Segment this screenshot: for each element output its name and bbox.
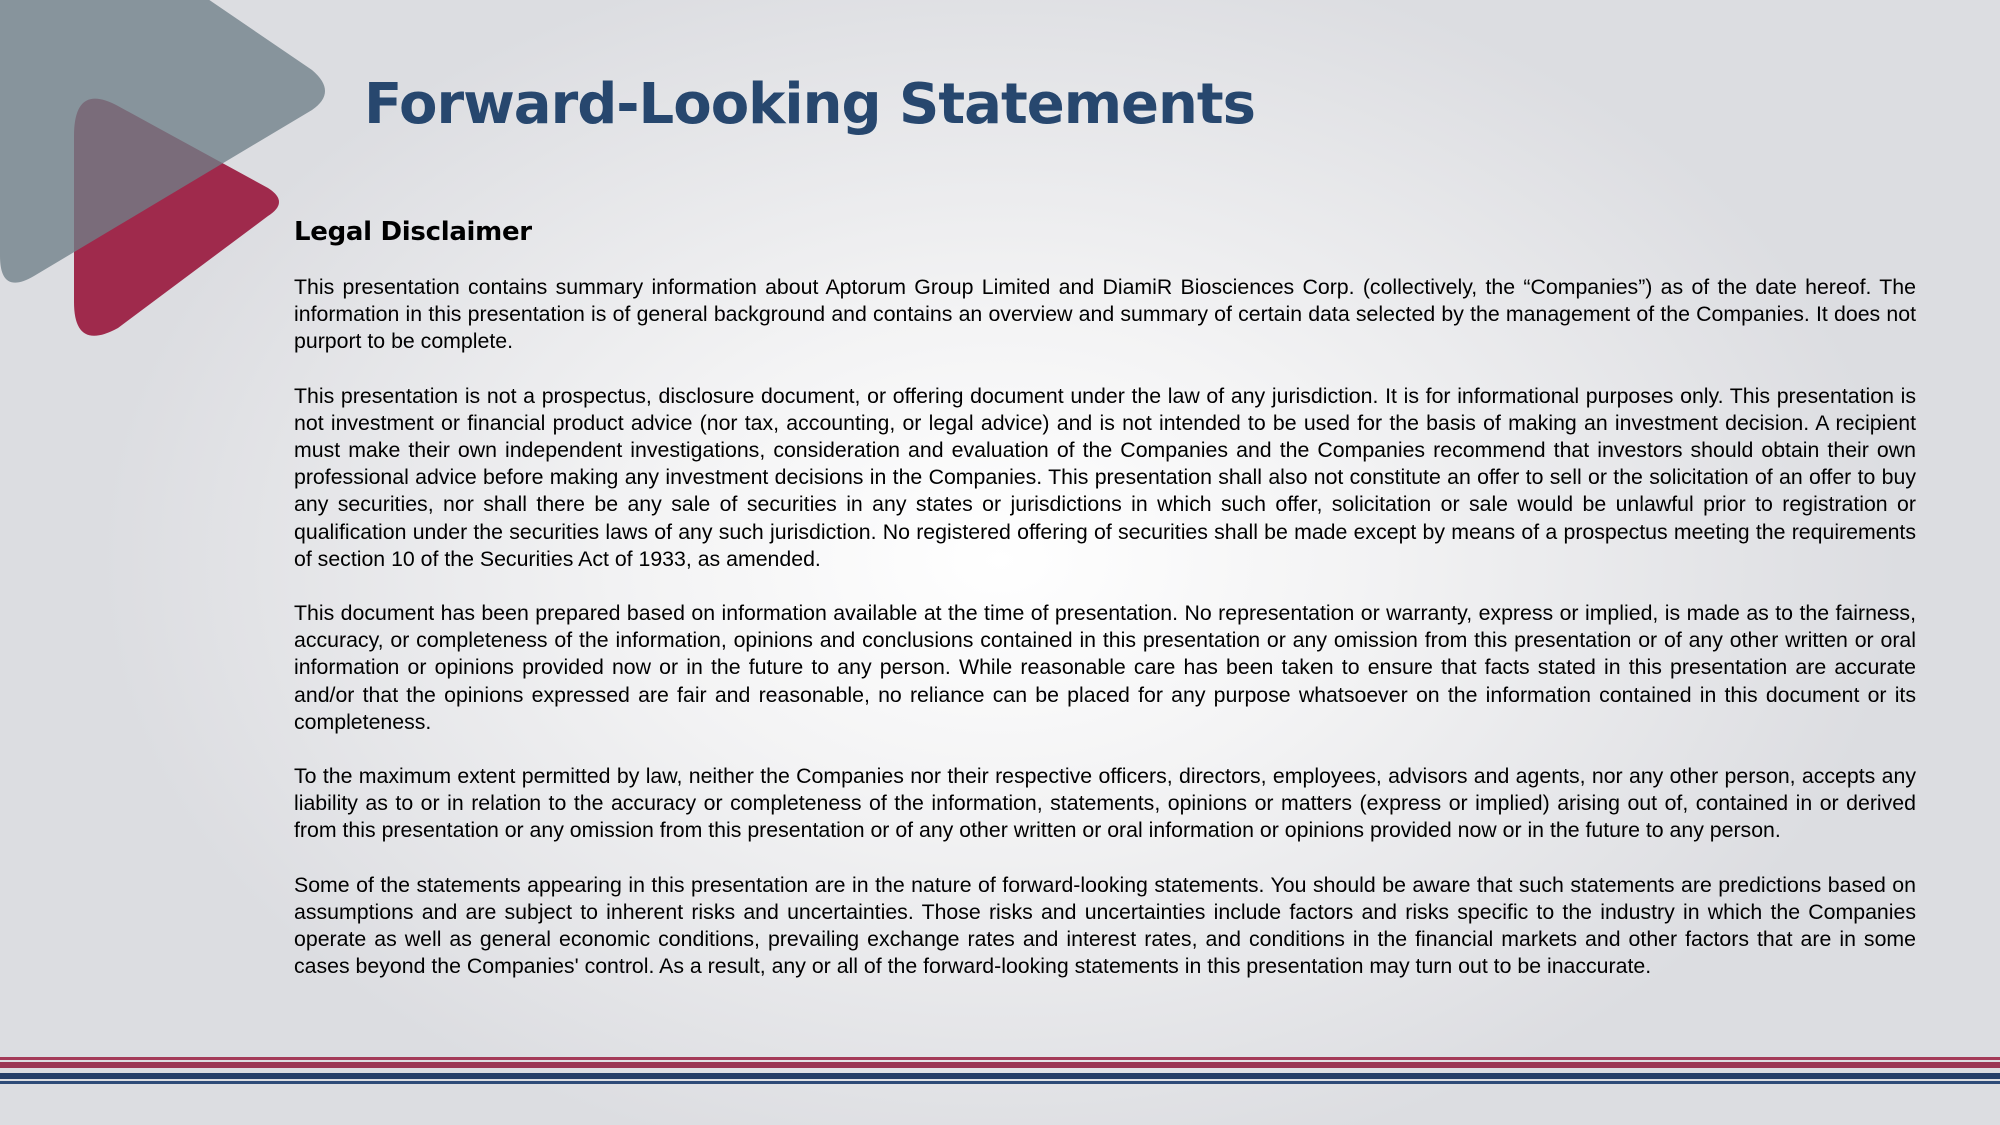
decorative-triangles [0,0,340,340]
paragraph-forward-looking: Some of the statements appearing in this presentation are in the nature of forward-looking statements. You should be aware that such statements are predictions based on assumptions and are subject to inherent risks and uncertainties. Those risks and uncertainties include factors and risks specific to the industry in which the Companies operate as well as general economic conditions, prevailing exchange rates and interest rates, and conditions in the financial markets and other factors that are in some cases beyond the Companies' control. As a result, any or all of the forward-looking statements in this presentation may turn out to be inaccurate. [294,872,1916,979]
footer-stripe-red [0,1062,2000,1068]
footer-stripe-red-thin [0,1057,2000,1060]
paragraph-liability: To the maximum extent permitted by law, neither the Companies nor their respective officers, directors, employees, advisors and agents, nor any other person, accepts any liability as to or in relation to the accuracy or completeness of the information, statements, opinions or matters (express or implied) arising out of, contained in or derived from this presentation or any omission from this presentation or of any other written or oral information or opinions provided now or in the future to any person. [294,764,1916,843]
paragraph-no-warranty: This document has been prepared based on information available at the time of presentation. No representation or warranty, express or implied, is made as to the fairness, accuracy, or completeness of the information, opinions and conclusions contained in this presentation or any omission from this presentation or of any other written or oral information or opinions provided now or in the future to any person. While reasonable care has been taken to ensure that facts stated in this presentation are accurate and/or that the opinions expressed are fair and reasonable, no reliance can be placed for any purpose whatsoever on the information contained in this document or its completeness. [294,601,1916,734]
footer-stripe-navy-thin [0,1081,2000,1084]
paragraph-summary: This presentation contains summary information about Aptorum Group Limited and DiamiR Biosciences Corp. (collectively, the “Companies”) as of the date hereof. The information in this presentation is of general background and contains an overview and summary of certain data selected by the management of the Companies. It does not purport to be complete. [294,275,1916,354]
footer-stripe-navy [0,1073,2000,1079]
disclaimer-body [294,212,1916,1007]
page-title: Forward-Looking Statements [364,72,1255,137]
paragraph-not-prospectus: This presentation is not a prospectus, disclosure document, or offering document under the law of any jurisdiction. It is for informational purposes only. This presentation is not investment or financial product advice (nor tax, accounting, or legal advice) and is not intended to be used for the basis of making an investment decision. A recipient must make their own independent investigations, consideration and evaluation of the Companies and the Companies recommend that investors should obtain their own professional advice before making any investment decisions in the Companies. This presentation shall also not constitute an offer to sell or the solicitation of an offer to buy any securities, nor shall there be any sale of securities in any states or jurisdictions in which such offer, solicitation or sale would be unlawful prior to registration or qualification under the securities laws of any such jurisdiction. No registered offering of securities shall be made except by means of a prospectus meeting the requirements of section 10 of the Securities Act of 1933, as amended. [294,383,1916,571]
section-heading: Legal Disclaimer [294,217,532,247]
